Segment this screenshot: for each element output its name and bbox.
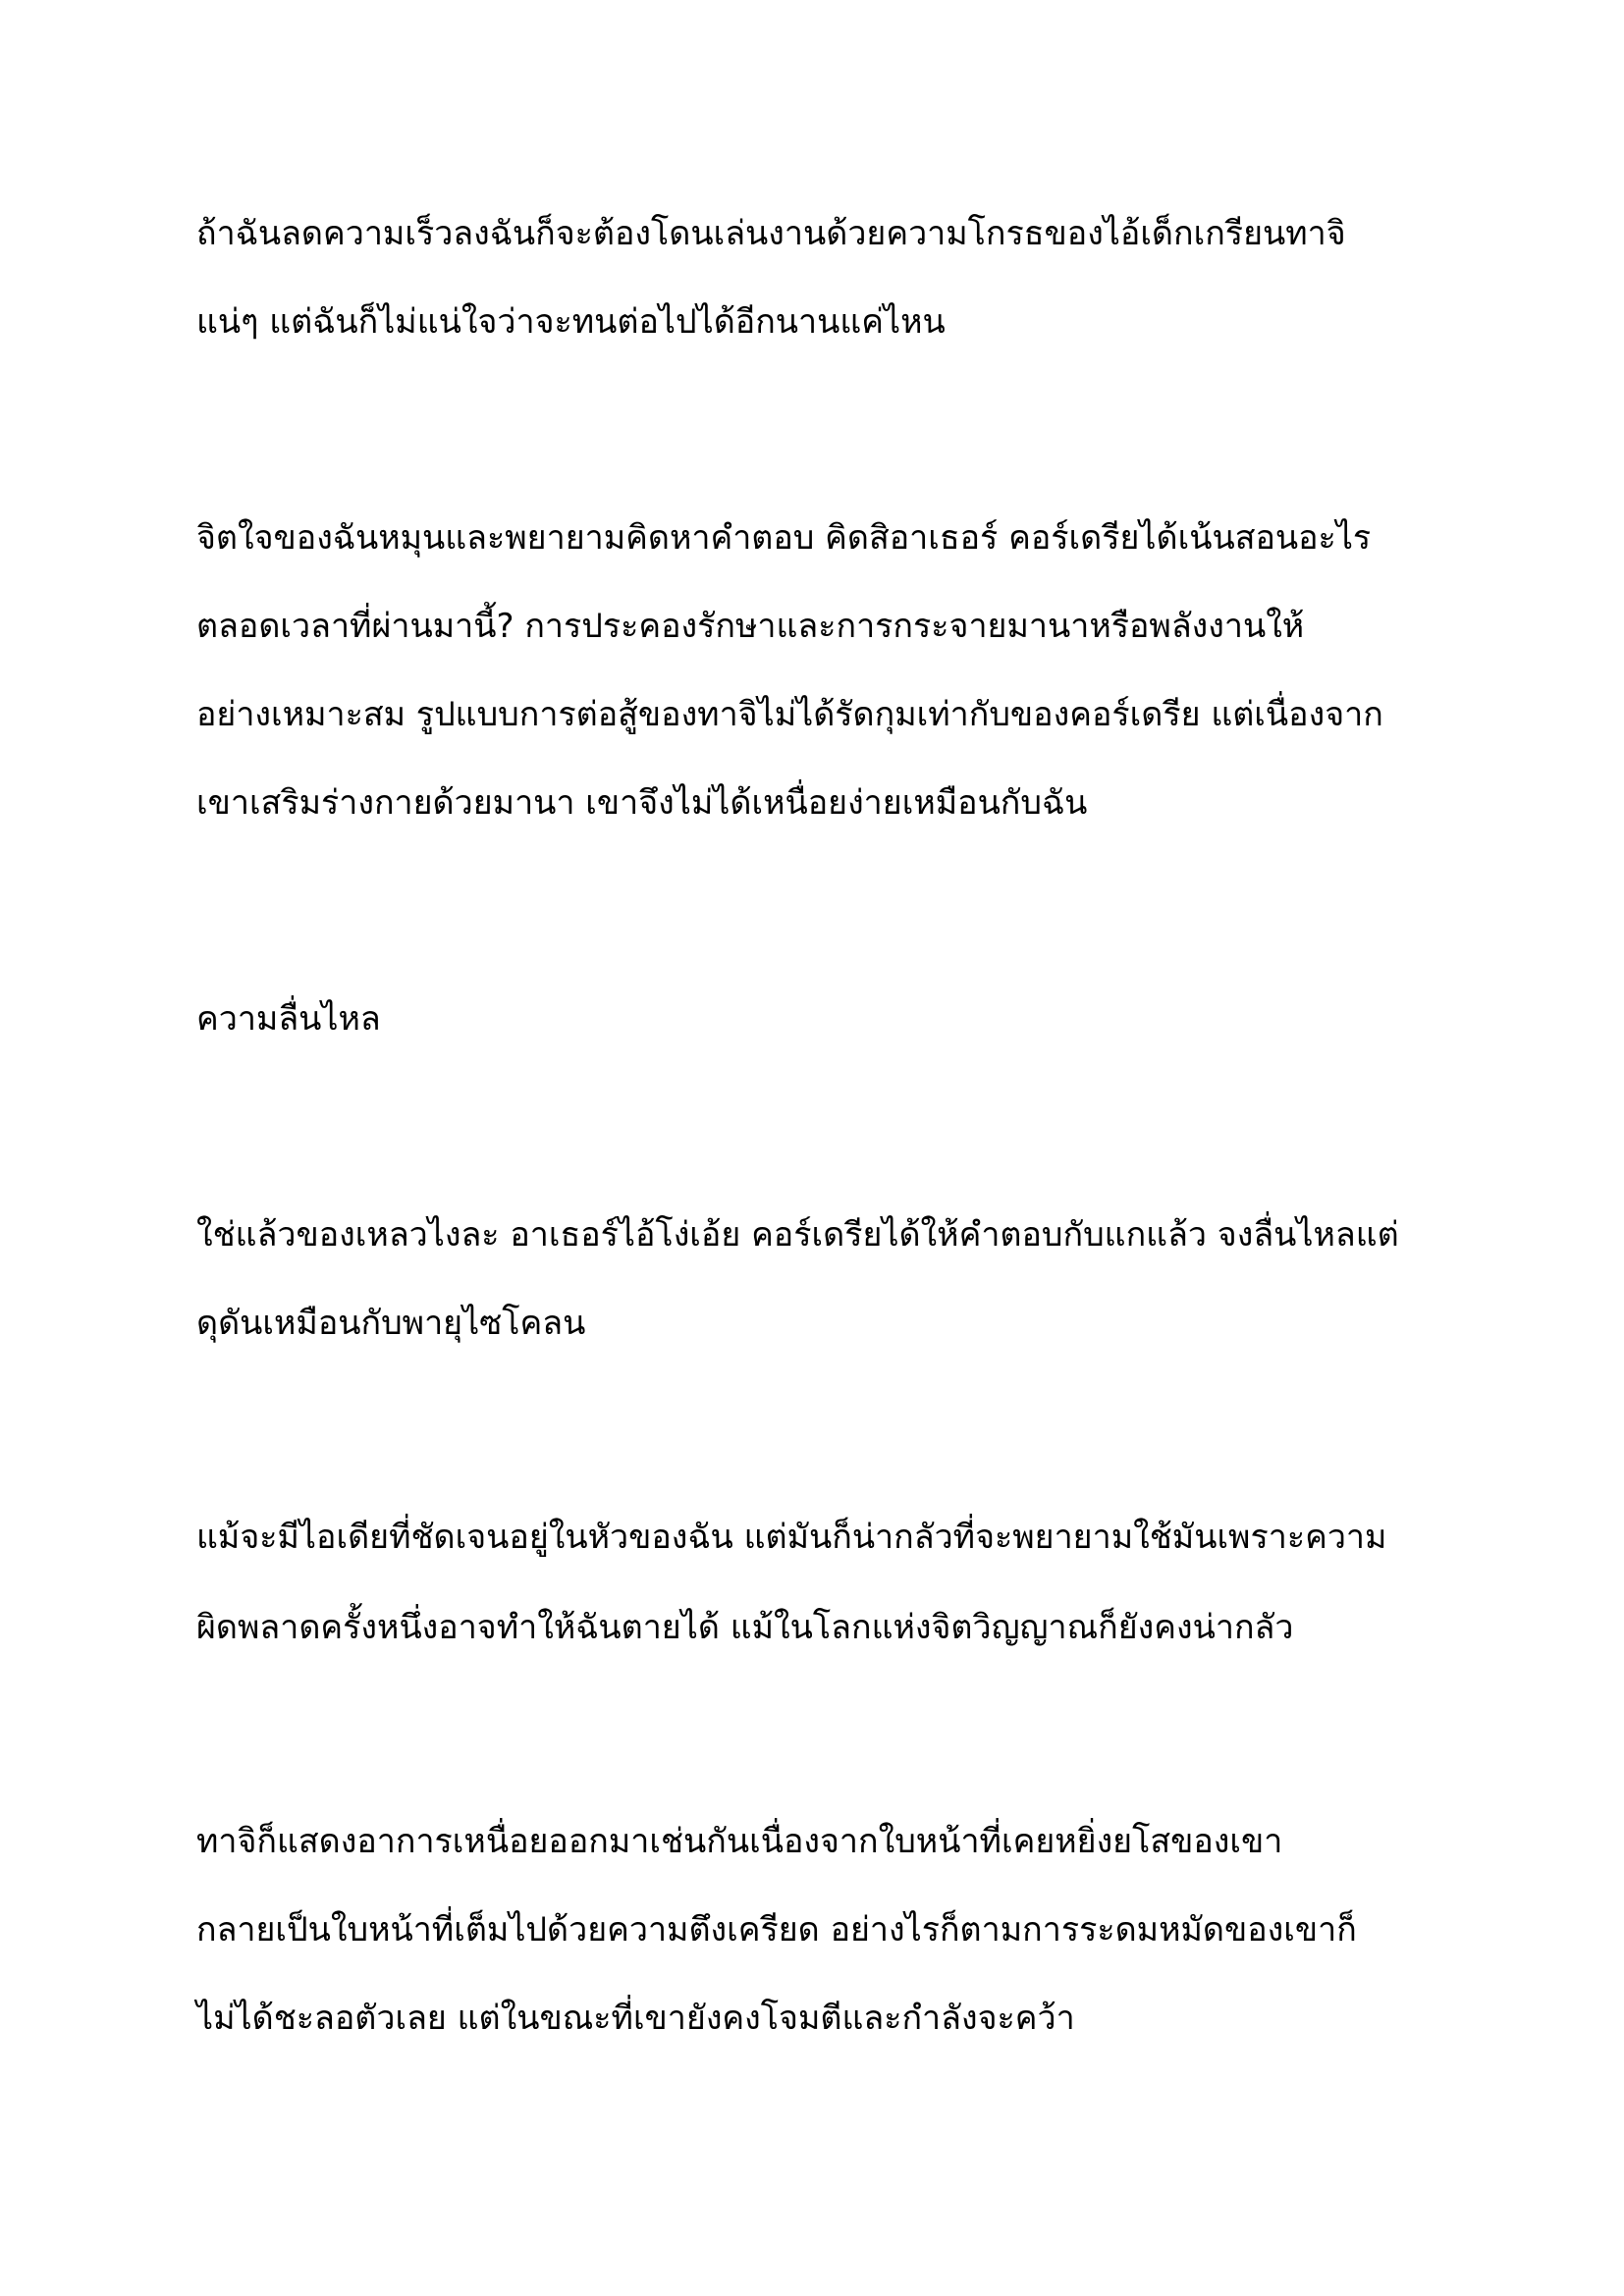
paragraph-2-line-3: อย่างเหมาะสม รูปแบบการต่อสู้ของทาจิไม่ได้รัดกุมเท่ากับของคอร์เดรีย แต่เนื่องจาก: [196, 695, 1383, 734]
paragraph-6-line-2: กลายเป็นใบหน้าที่เต็มไปด้วยความตึงเครียด อย่างไรก็ตามการระดมหมัดของเขาก็: [196, 1910, 1357, 1949]
paragraph-1-line-2: แน่ๆ แต่ฉันก็ไม่แน่ใจว่าจะทนต่อไปได้อีกนานแค่ไหน: [196, 302, 946, 342]
paragraph-5-line-1: แม้จะมีไอเดียที่ชัดเจนอยู่ในหัวของฉัน แต่มันก็น่ากลัวที่จะพยายามใช้มันเพราะความ: [196, 1518, 1387, 1557]
paragraph-2-line-4: เขาเสริมร่างกายด้วยมานา เขาจึงไม่ได้เหนื่อยง่ายเหมือนกับฉัน: [196, 783, 1088, 823]
paragraph-1-line-1: ถ้าฉันลดความเร็วลงฉันก็จะต้องโดนเล่นงานด้วยความโกรธของไอ้เด็กเกรียนทาจิ: [196, 214, 1346, 253]
paragraph-4-line-2: ดุดันเหมือนกับพายุไซโคลน: [196, 1304, 586, 1343]
paragraph-6-line-1: ทาจิก็แสดงอาการเหนื่อยออกมาเช่นกันเนื่องจากใบหน้าที่เคยหยิ่งยโสของเขา: [196, 1822, 1283, 1861]
paragraph-2-line-2: ตลอดเวลาที่ผ่านมานี้? การประคองรักษาและการกระจายมานาหรือพลังงานให้: [196, 607, 1305, 646]
paragraph-6-line-3: ไม่ได้ชะลอตัวเลย แต่ในขณะที่เขายังคงโจมตีและกำลังจะคว้า: [196, 1999, 1075, 2038]
paragraph-3-line-1: ความลื่นไหล: [196, 999, 381, 1039]
paragraph-4-line-1: ใช่แล้วของเหลวไงละ อาเธอร์ไอ้โง่เอ้ย คอร์เดรียได้ให้คำตอบกับแกแล้ว จงลื่นไหลแต่: [196, 1215, 1399, 1255]
paragraph-2-line-1: จิตใจของฉันหมุนและพยายามคิดหาคำตอบ คิดสิอาเธอร์ คอร์เดรียได้เน้นสอนอะไร: [196, 518, 1372, 558]
paragraph-5-line-2: ผิดพลาดครั้งหนึ่งอาจทำให้ฉันตายได้ แม้ในโลกแห่งจิตวิญญาณก็ยังคงน่ากลัว: [196, 1608, 1294, 1647]
